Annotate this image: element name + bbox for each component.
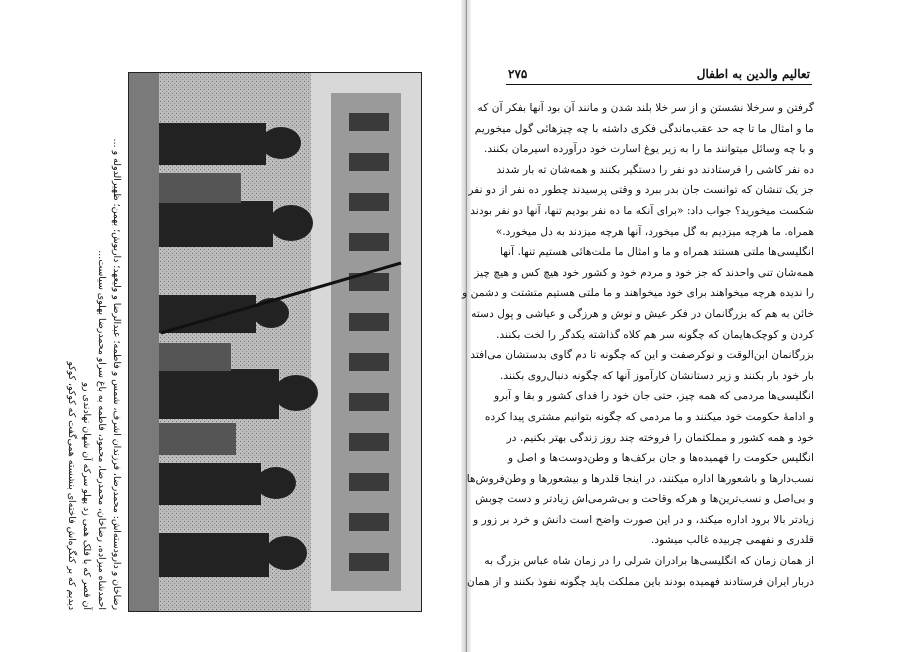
text-line: از همان زمان که انگلیسی‌ها برادران شرلی را در زمان شاه عباس بزرگ به — [484, 554, 814, 568]
caption-verse: آن قصر که با فلک همی زد پهلو سرکه آن شهان نهادندی رو — [81, 382, 92, 610]
text-line: زیادتر بالا برود اداره میکند، و در این صورت واضح است دانش و خرد بر زور و — [473, 512, 814, 526]
text-line: شکست میخورید؟ جواب داد: «برای آنکه ما ده نفر بودیم تنها، آنها دو نفر بودند — [470, 203, 814, 217]
text-line: کردن و کوچک‌هایمان که چگونه سر هم کلاه گذاشته یکدگر را لخت بکنند. — [496, 327, 814, 341]
text-line: انگلیس حکومت را فهمیده‌ها و جان برکف‌ها و وطن‌دوست‌ها و اصل و — [508, 451, 814, 465]
text-line: انگلیسی‌ها ملتی هستند همراه و ما و امثال ما ملت‌هائی هستیم تنها. آنها — [499, 245, 814, 259]
running-head — [508, 66, 810, 84]
text-line: انگلیسی‌ها مردمی که همه چیز، حتی جان خود را فدای کشور و بقا و آبرو — [494, 389, 814, 403]
caption-verse: دیدیم که بر کنگره‌اش فاخته‌ای بنشسته همی‌گفت که کوکو، کوکو — [66, 361, 77, 610]
text-line: و با چه وسائل میتوانند ما را به زیر یوغ اسارت خود درآورده اسیرمان بکنند. — [484, 142, 814, 156]
photograph-icon — [128, 72, 422, 612]
text-line: خائن به هم که بزرگانمان در فکر عیش و نوش و هرزگی و عیاشی و پول دسته — [471, 306, 814, 320]
text-line: نسب‌دارها و باشعورها اداره میکنند، در اینجا قلدرها و بیشعورها و وطن‌فروش‌ها — [466, 471, 814, 485]
text-line: همراه. ما هرچه میزدیم به گل میخورد، آنها هرچه میزدند به دل میخورد.» — [495, 224, 814, 238]
page-number: ۲۷۵ — [508, 67, 528, 81]
text-line: و بی‌اصل و نسب‌ترین‌ها و هرکه وقاحت و بی‌شرمی‌اش زیادتر و دست چوبش — [475, 492, 814, 506]
text-line: ما و امثال ما تا چه حد عقب‌ماندگی فکری داشته با چه چیزهائی گول میخوریم — [474, 121, 814, 135]
text-line: بزرگانمان ابن‌الوقت و نوکرصفت و این که چگونه تا دم گاوی بدستشان می‌افتد — [470, 348, 814, 362]
text-line: دربار ایران فرستادند فهمیده بودند باین مملکت باید چگونه نفوذ بکنند و از همان — [467, 574, 814, 588]
text-line: را ندیده هرچه میخواهند برای خود میخواهند و ما ملتی هستیم متشتت و دشمن و — [462, 286, 814, 300]
rotated-figure — [60, 72, 422, 610]
body-text — [462, 98, 814, 618]
header-rule — [506, 84, 812, 85]
text-line: و ادامهٔ حکومت خود میکنند و ما مردمی که چگونه بتوانیم مشتری پیدا کرده — [484, 409, 814, 423]
text-line: بار خود بار بکنند و زیر دستانشان کارآموز آنها که چگونه دنبال‌روی بکنند. — [500, 368, 814, 382]
text-line: همه‌شان تنی واحدند که جز خود و مردم خود و کشور خود هیچ کس و هیچ چیز — [474, 265, 814, 279]
running-title: تعالیم والدین به اطفال — [696, 67, 810, 81]
text-line: جز یک تنشان که توانست جان بدر ببرد و وقتی پرسیدند چطور ده نفر از دو نفر — [468, 183, 814, 197]
text-line: خود و همه کشور و مملکتمان را فروخته چند روز زندگی بهتر بکنیم. در — [506, 430, 814, 444]
text-line: گرفتن و سرخلا نشستن و از سر خلا بلند شدن و مانند آن بود آنها بفکر آن که — [477, 101, 814, 114]
caption-line: رضاخان و دارودسته‌اش: محمدرضا، فرزندان اشرف، شمس و فاطمه؛ عبدالرضا و ولیعهد؛ داریوش؛ بهمن؛ ظهیرالدوله و ... — [111, 138, 122, 610]
text-line: ده نفر کاشی را فرستادند دو نفر را دستگیر بکنند و همه‌شان ته بار شدند — [496, 162, 814, 176]
photo-illustration — [129, 73, 421, 611]
text-line: قلدری و نفهمی چربیده غالب میشود. — [651, 533, 814, 547]
caption-line: احمدشاه میزاده، رضاخان، محمدرضا، محمود، فاطمه به باغ سراو محمدرضا بهلوی سیاست... — [96, 250, 107, 610]
gutter-line — [466, 0, 467, 652]
figure — [60, 72, 422, 610]
figure-caption — [60, 72, 122, 610]
